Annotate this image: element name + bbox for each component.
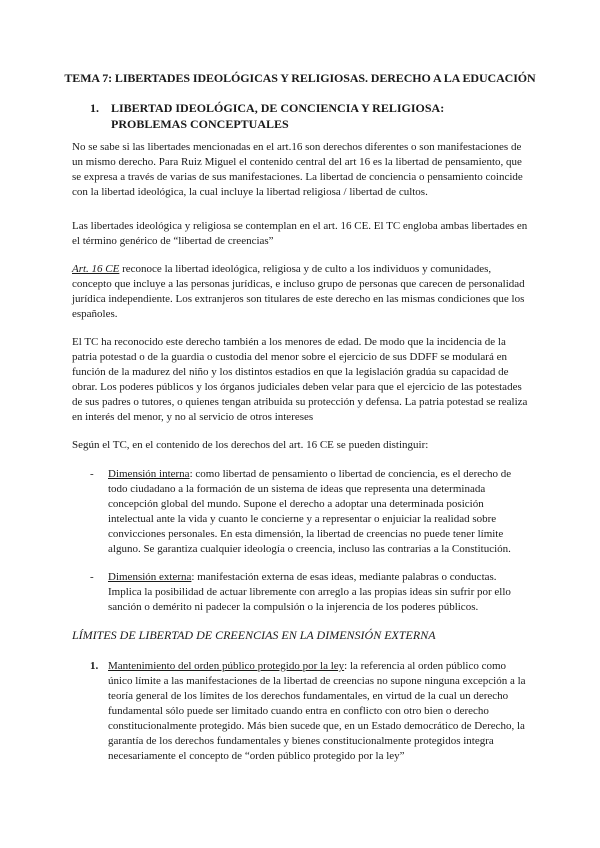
- subheading-limites: LÍMITES DE LIBERTAD DE CREENCIAS EN LA DIMENSIÓN EXTERNA: [72, 628, 436, 642]
- art16-link[interactable]: Art. 16 CE: [72, 263, 120, 275]
- paragraph-art16: [72, 262, 528, 322]
- bullet-dash: -: [90, 468, 94, 480]
- section-heading: [90, 100, 510, 132]
- paragraph-libertad-creencias: Las libertades ideológica y religiosa se contemplan en el art. 16 CE. El TC engloba ambas libertades en el término genérico de “libertad de creencias”: [72, 220, 528, 247]
- paragraph-menores: El TC ha reconocido este derecho también a los menores de edad. De modo que la incidencia de la patria potestad o de la guardia o custodia del menor sobre el ejercicio de sus DDFF se modulará en función de la madurez del niño y los distintos estadios en que la legislación gradúa su capacidad de obrar. Los poderes públicos y los órganos judiciales deben velar para que el ejercicio de las potestades de sus padres o tutores, o quienes tengan atribuida su protección y defensa. La patria potestad se realiza en interés del menor, y no al servicio de otros intereses: [72, 336, 528, 423]
- term-dimension-externa: Dimensión externa: [108, 571, 192, 583]
- term-dimension-interna: Dimensión interna: [108, 468, 190, 480]
- list-item-dimension-externa: [90, 570, 528, 615]
- bullet-dash: -: [90, 571, 94, 583]
- list-item-orden-publico: [90, 659, 528, 764]
- list-item-dimension-interna: [90, 467, 528, 557]
- item-number: 1.: [90, 660, 99, 672]
- dimension-interna-text: : como libertad de pensamiento o libertad de conciencia, es el derecho de todo ciudadano a la formación de un sistema de ideas que representa una determinada concepción global del mundo. Supone el derecho a adoptar una determinada posición intelectual ante la vida y cuanto le concierne y a representar o enjuiciar la realidad sobre convicciones personales. En esta dimensión, la libertad de creencias no puede tener límite alguno. Se garantiza cualquier ideología o creencia, incluso las contrarias a la Constitución.: [108, 468, 512, 555]
- section-number: 1.: [90, 101, 99, 115]
- paragraph-intro: No se sabe si las libertades mencionadas en el art.16 son derechos diferentes o son manifestaciones de un mismo derecho. Para Ruiz Miguel el contenido central del art 16 es la libertad de pensamiento, que se expresa a través de varias de sus manifestaciones. La libertad de conciencia o pensamiento coincide con la libertad ideológica, la cual incluye la libertad religiosa / libertad de cultos.: [72, 141, 523, 198]
- section-heading-text: LIBERTAD IDEOLÓGICA, DE CONCIENCIA Y RELIGIOSA: PROBLEMAS CONCEPTUALES: [111, 101, 445, 131]
- paragraph-contenido: Según el TC, en el contenido de los derechos del art. 16 CE se pueden distinguir:: [72, 439, 429, 451]
- term-orden-publico: Mantenimiento del orden público protegido por la ley: [108, 660, 345, 672]
- dimension-externa-text: : manifestación externa de esas ideas, mediante palabras o conductas. Implica la posibilidad de actuar libremente con arreglo a las propias ideas sin sufrir por ello sanción o demérito ni padecer la compulsión o la injerencia de los poderes públicos.: [108, 571, 511, 613]
- orden-publico-text: : la referencia al orden público como único límite a las manifestaciones de la libertad de creencias no supone ninguna excepción a la teoría general de los límites de los derechos fundamentales, en virtud de la cual un derecho fundamental sólo puede ser limitado cuando entra en conflicto con otro bien o derecho constitucionalmente protegido. Más bien sucede que, en un Estado democrático de Derecho, la garantía de los derechos fundamentales y bienes constitucionalmente protegidos integra necesariamente el concepto de “orden público protegido por la ley”: [108, 660, 526, 762]
- page-title: TEMA 7: LIBERTADES IDEOLÓGICAS Y RELIGIOSAS. DERECHO A LA EDUCACIÓN: [64, 71, 536, 85]
- paragraph-art16-text: reconoce la libertad ideológica, religiosa y de culto a los individuos y comunidades, concepto que incluye a las personas jurídicas, e incluso grupo de personas que carecen de personalidad jurídica independiente. Los extranjeros son titulares de este derecho en las mismas condiciones que los españoles.: [72, 263, 525, 320]
